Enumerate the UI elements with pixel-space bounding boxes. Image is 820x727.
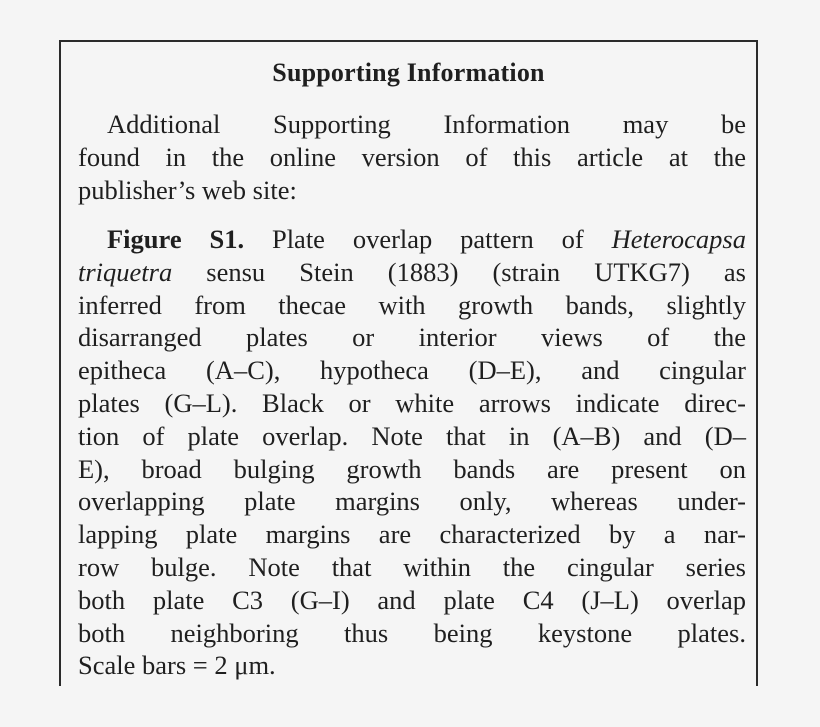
caption-line: Scale bars = 2 μm. bbox=[78, 650, 276, 681]
caption-text: sensu Stein (1883) (strain UTKG7) as bbox=[172, 256, 746, 287]
figure-label: Figure S1. bbox=[107, 224, 245, 254]
genus-name: Heterocapsa bbox=[611, 224, 746, 254]
figure-caption bbox=[78, 223, 746, 682]
caption-line: tion of plate overlap. Note that in (A–B) and (D– bbox=[78, 420, 746, 451]
supporting-information-box bbox=[59, 40, 758, 686]
caption-line: plates (G–L). Black or white arrows indicate direc- bbox=[78, 387, 746, 418]
caption-line: lapping plate margins are characterized by a nar- bbox=[78, 519, 746, 550]
caption-line bbox=[78, 223, 746, 256]
intro-paragraph bbox=[78, 108, 746, 206]
intro-line: Additional Supporting Information may be bbox=[107, 109, 746, 139]
caption-line: both plate C3 (G–I) and plate C4 (J–L) overlap bbox=[78, 584, 746, 615]
caption-line bbox=[78, 256, 746, 289]
caption-text: Plate overlap pattern of bbox=[244, 224, 612, 254]
intro-line: publisher’s web site: bbox=[78, 174, 297, 205]
species-name: triquetra bbox=[78, 256, 173, 287]
caption-line: overlapping plate margins only, whereas under- bbox=[78, 486, 746, 517]
caption-line: both neighboring thus being keystone plates. bbox=[78, 617, 746, 648]
intro-line: found in the online version of this article at the bbox=[78, 141, 746, 172]
caption-line: inferred from thecae with growth bands, slightly bbox=[78, 289, 746, 320]
caption-line: row bulge. Note that within the cingular series bbox=[78, 551, 746, 582]
section-title: Supporting Information bbox=[272, 58, 545, 87]
caption-line: epitheca (A–C), hypotheca (D–E), and cingular bbox=[78, 355, 746, 386]
caption-line: E), broad bulging growth bands are present on bbox=[78, 453, 746, 484]
caption-line: disarranged plates or interior views of the bbox=[78, 322, 746, 353]
